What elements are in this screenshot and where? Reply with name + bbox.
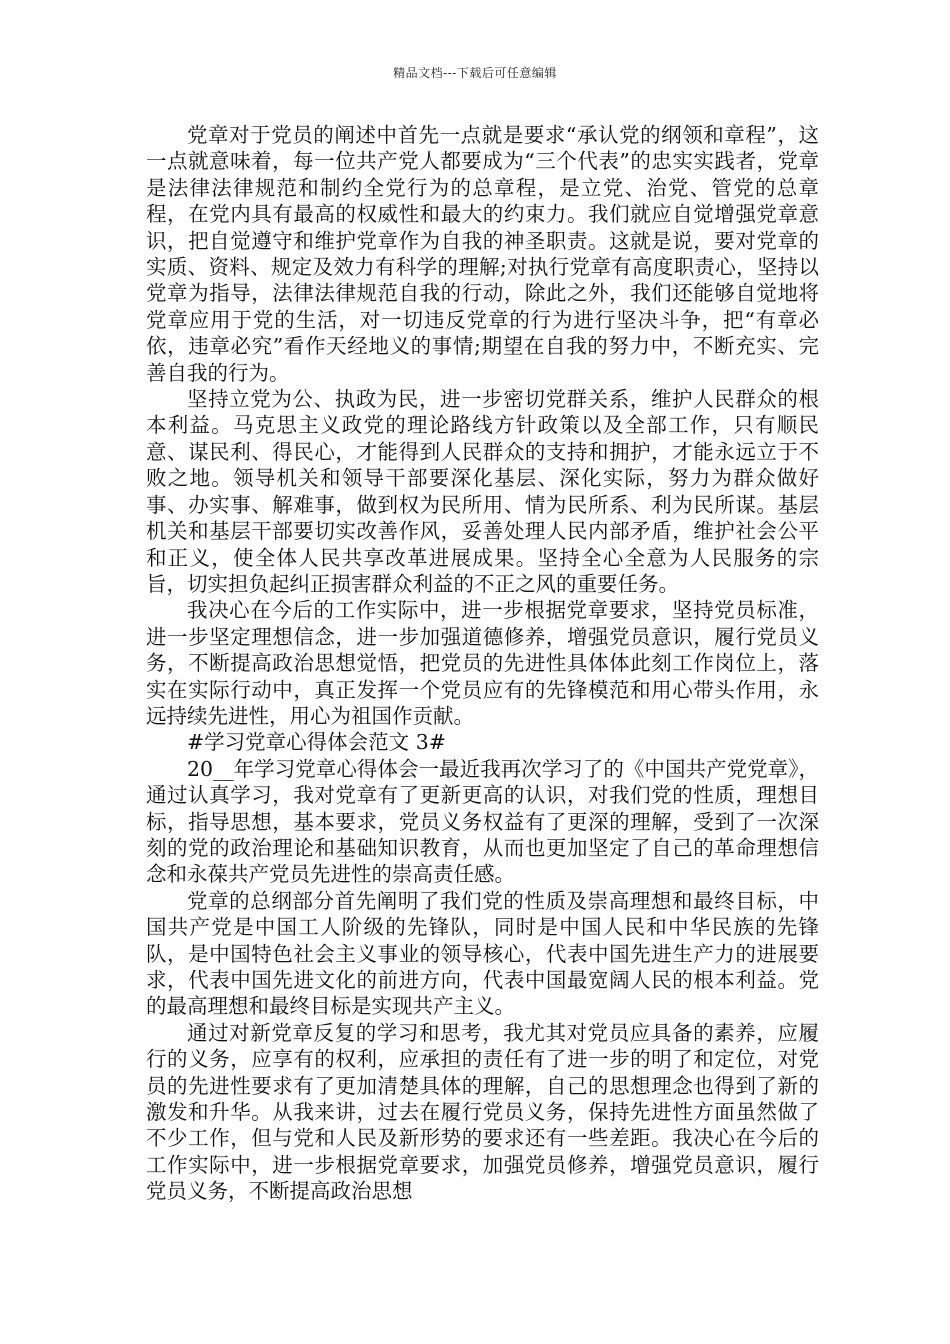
paragraph: 通过对新党章反复的学习和思考，我尤其对党员应具备的素养，应履行的义务，应享有的权利，应承担的责任有了进一步的明了和定位，对党员的先进性要求有了更加清楚具体的理解，自己的思想理念也得到了新的激发和升华。从我来讲，过去在履行党员义务，保持先进性方面虽然做了不少工作，但与党和人民及新形势的要求还有一些差距。我决心在今后的工作实际中，进一步根据党章要求，加强党员修养，增强党员意识，履行党员义务，不断提高政治思想 xyxy=(146,1020,819,1204)
paragraph: 20__年学习党章心得体会一最近我再次学习了的《中国共产党党章》，通过认真学习，我对党章有了更新更高的认识，对我们党的性质，理想目标，指导思想，基本要求，党员义务权益有了更深的理解，受到了一次深刻的党的政治理论和基础知识教育，从而也更加坚定了自己的革命理想信念和永葆共产党员先进性的崇高责任感。 xyxy=(146,756,819,887)
paragraph: 党章对于党员的阐述中首先一点就是要求“承认党的纲领和章程”，这一点就意味着，每一位共产党人都要成为“三个代表”的忠实实践者，党章是法律法律规范和制约全党行为的总章程，是立党、治党、管党的总章程，在党内具有最高的权威性和最大的约束力。我们就应自觉增强党章意识，把自觉遵守和维护党章作为自我的神圣职责。这就是说，要对党章的实质、资料、规定及效力有科学的理解;对执行党章有高度职责心，坚持以党章为指导，法律法律规范自我的行动，除此之外，我们还能够自觉地将党章应用于党的生活，对一切违反党章的行为进行坚决斗争，把“有章必依，违章必究”看作天经地义的事情;期望在自我的努力中，不断充实、完善自我的行为。 xyxy=(146,123,819,385)
document-body xyxy=(146,122,819,1205)
section-heading: #学习党章心得体会范文 3# xyxy=(187,730,446,755)
header-note: 精品文档---下载后可任意编辑 xyxy=(393,66,557,80)
paragraph: 坚持立党为公、执政为民，进一步密切党群关系，维护人民群众的根本利益。马克思主义政党的理论路线方针政策以及全部工作，只有顺民意、谋民利、得民心，才能得到人民群众的支持和拥护，才能永远立于不败之地。领导机关和领导干部要深化基层、深化实际，努力为群众做好事、办实事、解难事，做到权为民所用、情为民所系、利为民所谋。基层机关和基层干部要切实改善作风，妥善处理人民内部矛盾，维护社会公平和正义，使全体人民共享改革进展成果。坚持全心全意为人民服务的宗旨，切实担负起纠正损害群众利益的不正之风的重要任务。 xyxy=(146,387,819,596)
paragraph: 党章的总纲部分首先阐明了我们党的性质及崇高理想和最终目标，中国共产党是中国工人阶级的先锋队，同时是中国人民和中华民族的先锋队，是中国特色社会主义事业的领导核心，代表中国先进生产力的进展要求，代表中国先进文化的前进方向，代表中国最宽阔人民的根本利益。党的最高理想和最终目标是实现共产主义。 xyxy=(146,888,819,1019)
paragraph: 我决心在今后的工作实际中，进一步根据党章要求，坚持党员标准，进一步坚定理想信念，进一步加强道德修养，增强党员意识，履行党员义务，不断提高政治思想觉悟，把党员的先进性具体体此刻工作岗位上，落实在实际行动中，真正发挥一个党员应有的先锋模范和用心带头作用，永远持续先进性，用心为祖国作贡献。 xyxy=(146,598,819,728)
